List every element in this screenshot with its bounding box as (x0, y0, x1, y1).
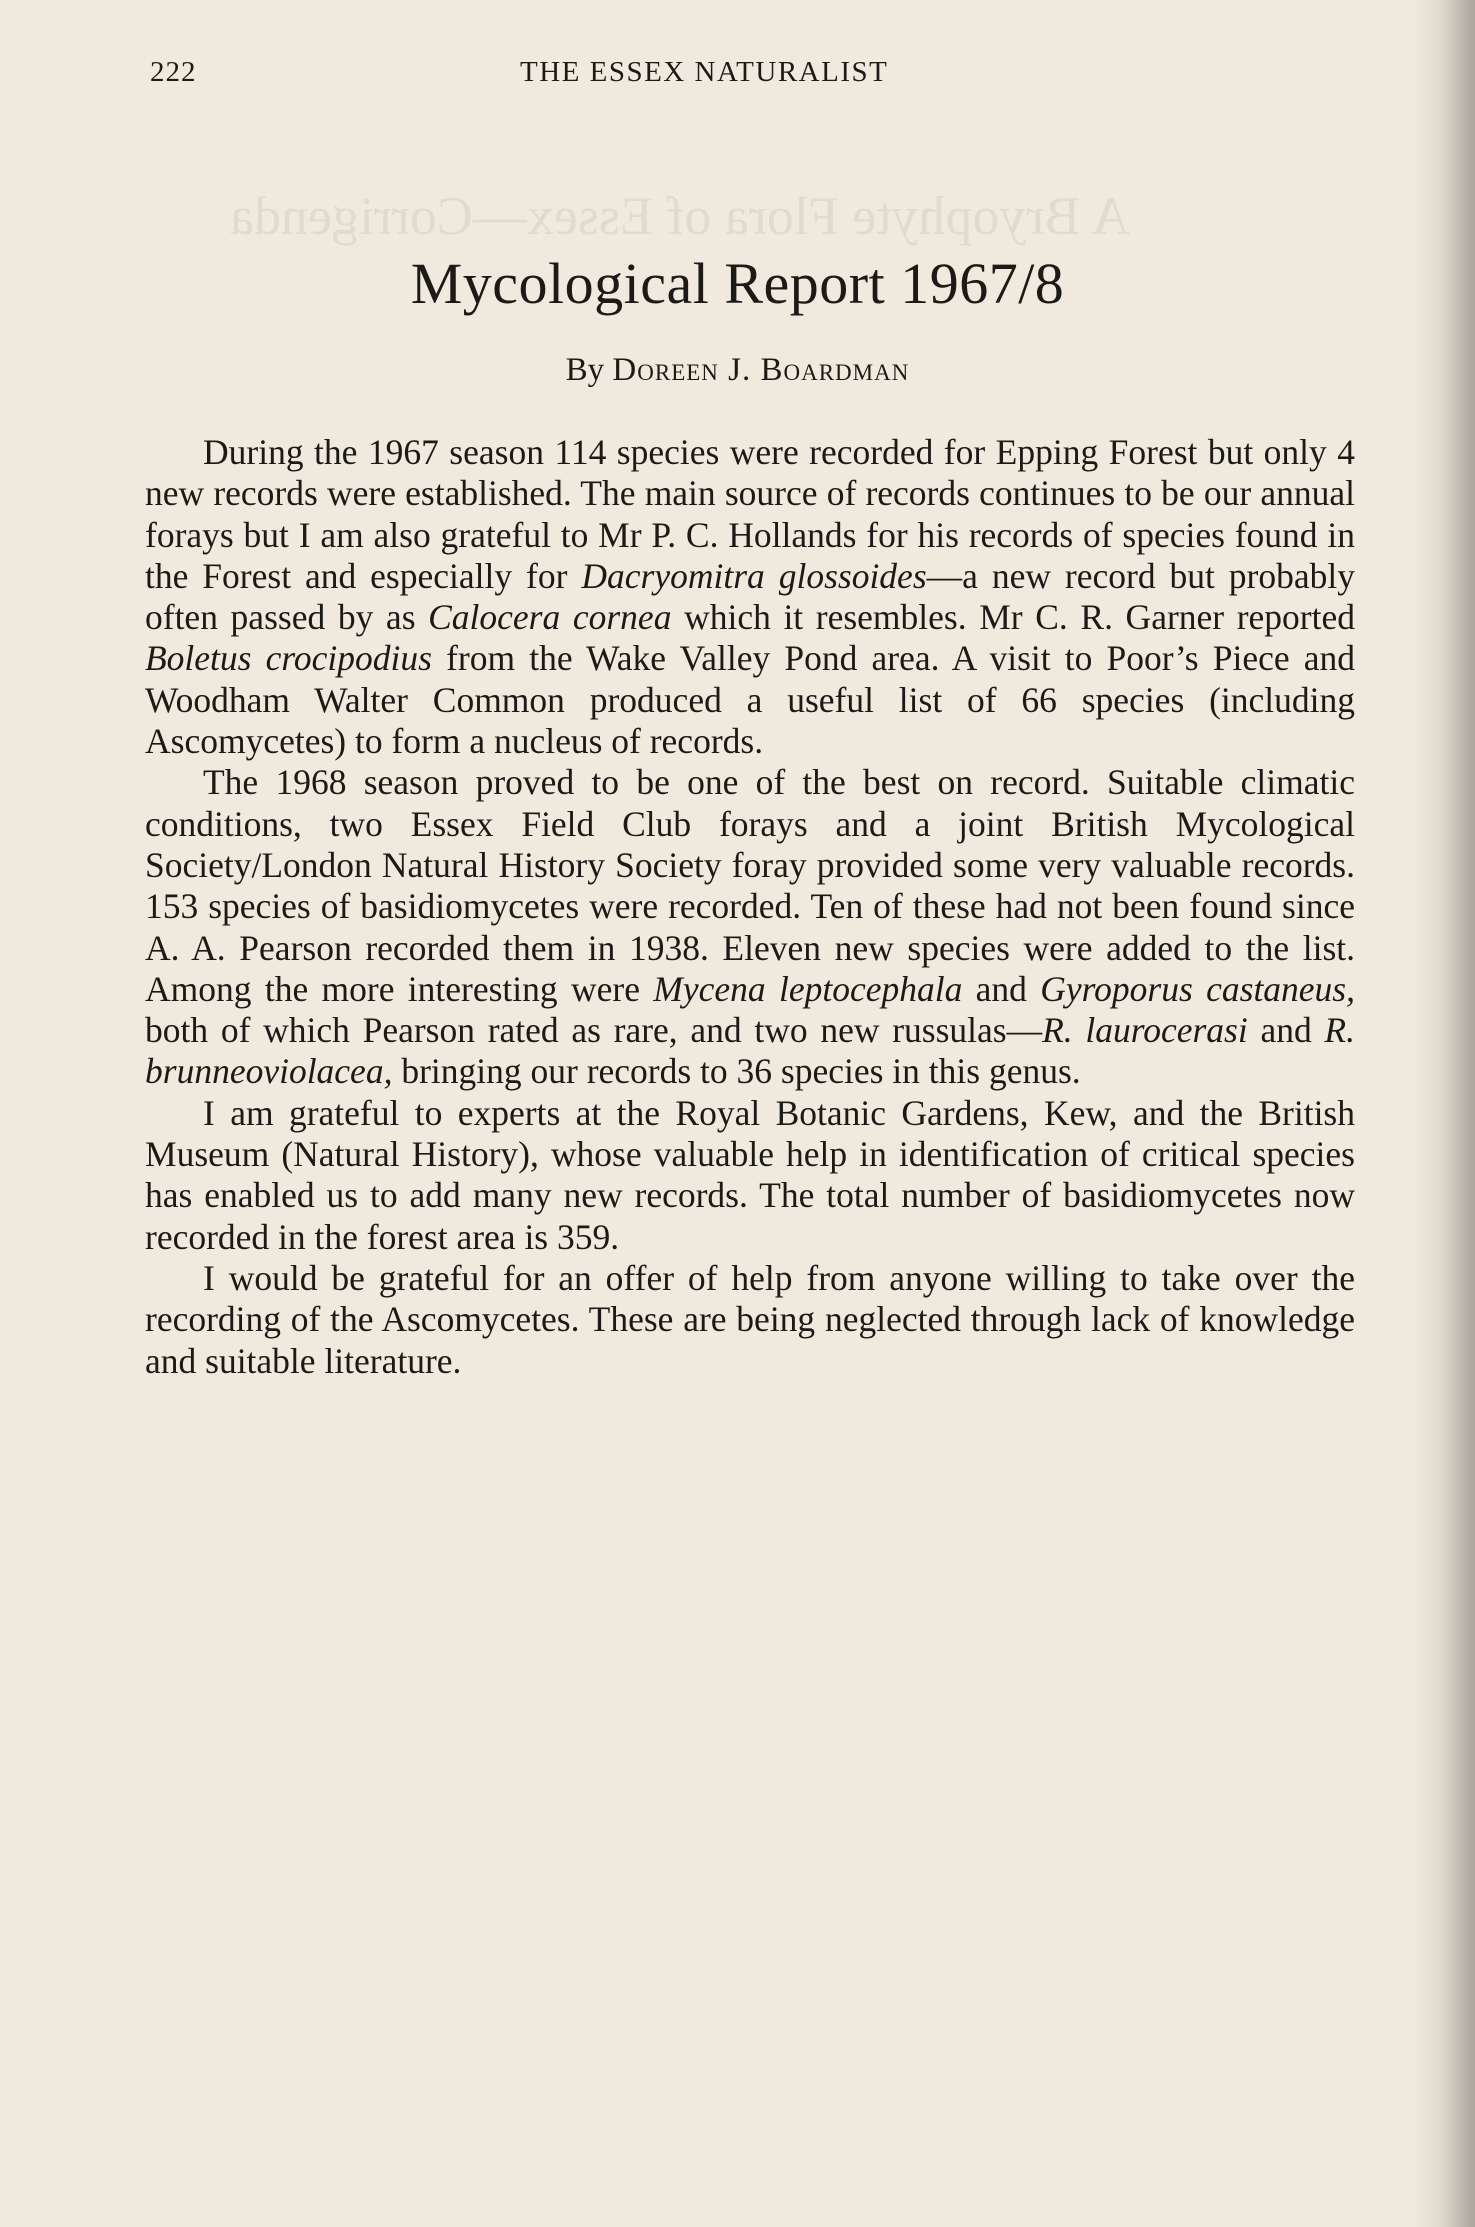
byline (0, 352, 1475, 389)
paragraph-text: I would be grateful for an offer of help from anyone willing to take over the recording of the Ascomycetes. These are being neglected through lack of knowledge and suitable literature. (145, 1257, 1355, 1381)
journal-title: THE ESSEX NATURALIST (520, 56, 889, 88)
paragraph-text: and (1247, 1010, 1325, 1051)
byline-prefix: By (565, 352, 613, 388)
body-paragraph (145, 432, 1355, 762)
article-body (145, 432, 1355, 1382)
species-name-italic: Dacryomitra glossoides (581, 555, 927, 596)
paragraph-text: and (962, 968, 1041, 1009)
paragraph-text: During the 1967 season 114 species were recorded for Epping Forest but only 4 new records were established. The main source of records continues to be our annual forays but I am also grateful to Mr P. C. Hollands for his records of species found in the Forest and especially for (145, 432, 1355, 596)
paragraph-text: from the Wake Valley Pond area. A visit to Poor’s Piece and Woodham Walter Common produced a useful list of 66 species (including Ascomycetes) to form a nucleus of records. (145, 638, 1355, 762)
paragraph-text: The 1968 season proved to be one of the best on record. Suitable climatic conditions, two Essex Field Club forays and a joint British Mycological Society/London Natural History Society foray provided some very valuable records. 153 species of basidiomycetes were recorded. Ten of these had not been found since A. A. Pearson recorded them in 1938. Eleven new species were added to the list. Among the more interesting were (145, 762, 1355, 1009)
show-through-text: A Bryophyte Flora of Essex—Corrigenda (230, 186, 1130, 246)
species-name-italic: Calocera cornea (428, 597, 672, 638)
species-name-italic: R. laurocerasi (1042, 1010, 1248, 1051)
paragraph-text: which it resembles. Mr C. R. Garner reported (671, 597, 1355, 638)
species-name-italic: Mycena leptocephala (653, 968, 963, 1009)
paragraph-text: bringing our records to 36 species in this genus. (392, 1051, 1081, 1092)
author-name: Doreen J. Boardman (612, 352, 910, 388)
paragraph-text: both of which Pearson rated as rare, and two new russulas— (145, 1010, 1043, 1051)
body-paragraph (145, 1093, 1355, 1258)
species-name-italic: Gyroporus castaneus, (1040, 968, 1356, 1009)
paragraph-text: I am grateful to experts at the Royal Botanic Gardens, Kew, and the British Museum (Natural History), whose valuable help in identification of critical species has enabled us to add many new records. The total number of basidiomycetes now recorded in the forest area is 359. (145, 1092, 1355, 1257)
article-title: Mycological Report 1967/8 (410, 251, 1065, 316)
page-number: 222 (150, 56, 197, 88)
page-edge-shadow (1415, 0, 1475, 2227)
species-name-italic: Boletus crocipodius (145, 638, 432, 679)
paragraph-text: —a new record but probably often passed by as (145, 555, 1355, 638)
running-head (150, 56, 1355, 100)
body-paragraph (145, 1258, 1355, 1382)
species-name-italic: R. brunneoviolacea, (145, 1010, 1355, 1092)
body-paragraph (145, 762, 1355, 1092)
